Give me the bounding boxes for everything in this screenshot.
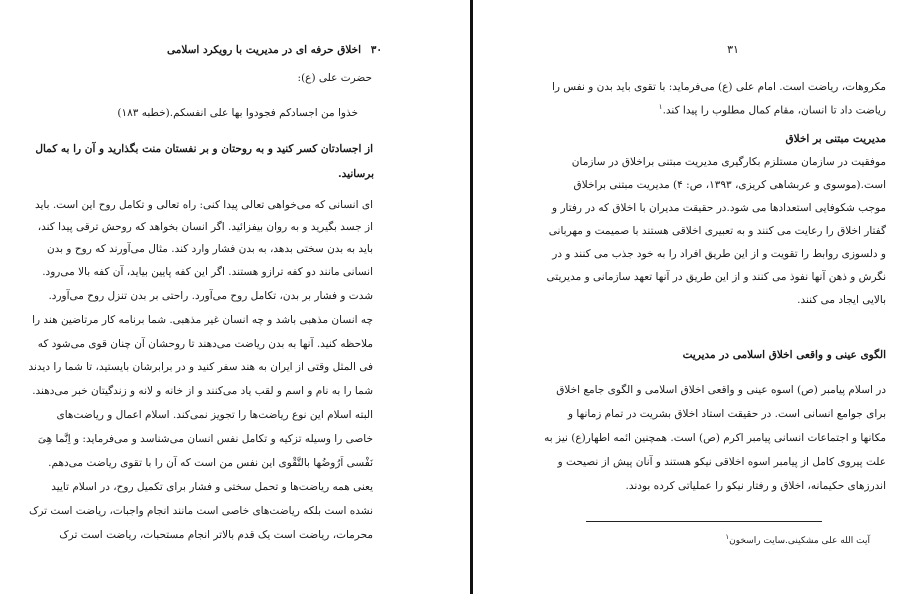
paragraph-line: البته اسلام این نوع ریاضت‌ها را تجویز نمی‌کند. اسلام اعمال و ریاضت‌های — [56, 409, 373, 421]
running-title: اخلاق حرفه ای در مدیریت با رویکرد اسلامی — [166, 44, 362, 56]
paragraph-line: یعنی همه ریاضت‌ها و تحمل سختی و فشار برای تکمیل روح، در اسلام تایید — [51, 481, 373, 493]
right-page — [475, 0, 922, 594]
footnote-separator — [586, 521, 822, 522]
running-header — [166, 44, 382, 58]
paragraph-line: شدت و فشار بر بدن، تکامل روح می‌آورد. راحتی بر بدن تنزل روح می‌آورد. — [48, 290, 373, 302]
paragraph-line: ای انسانی که می‌خواهی تعالی پیدا کنی: راه تعالی و تکامل روح این است. باید — [34, 199, 373, 211]
paragraph-line: نشده است بلکه ریاضت‌های خاصی است مانند انجام واجبات، ریاضت است ترک — [28, 505, 373, 517]
paragraph-line: شما را به نام و اسم و لقب یاد می‌کنند و از خانه و لانه و زندگیتان خبر می‌دهند. — [32, 385, 373, 397]
paragraph-line: موفقیت در سازمان مستلزم بکارگیری مدیریت مبتنی براخلاق در سازمان — [571, 156, 886, 168]
section-heading: الگوی عینی و واقعی اخلاق اسلامی در مدیریت — [682, 349, 886, 361]
section-heading: مدیریت مبتنی بر اخلاق — [785, 133, 886, 145]
paragraph-line: برای جوامع انسانی است. در حقیقت استاد اخلاق بشریت در تمام زمانها و — [568, 408, 886, 420]
paragraph-line: نگرش و ذهن آنها نفوذ می کنند و از این طریق در آنها تعهد سازمانی و مدیریتی — [546, 271, 886, 283]
paragraph-line: موجب شکوفایی استعدادها می شود.در حقیقت مدیران با اخلاق که در رفتار و — [552, 202, 886, 214]
footnote-text: آیت الله علی مشکینی.سایت راسخون — [729, 536, 870, 546]
paragraph-text: ریاضت داد تا انسان، مقام کمال مطلوب را پیدا کند. — [662, 104, 886, 117]
paragraph-line: چه انسان مذهبی باشد و چه انسان غیر مذهبی. شما برنامه کار مرتاضین هند را — [32, 314, 373, 326]
paragraph-line: و دلسوزی روابط را تقویت و از این طریق افراد را به خود جذب می کنند و در — [552, 248, 886, 260]
arabic-quote: خذوا من اجسادكم فجودوا بها علی انفسكم.(خطبه ۱۸۳) — [117, 107, 358, 119]
paragraph-line: مکانها و اجتماعات انسانی پیامبر اکرم (ص) است. همچنین ائمه اطهار(ع) نیز به — [544, 432, 886, 444]
paragraph-line: نَفْسی اَرُوضُها بالتَّقْوی این نفس من است که آن را با تقوی ریاضت می‌دهم. — [48, 457, 373, 469]
paragraph-line: علت پیروی کامل از پیامبر اسوه اخلاقی نیکو هستند و آنان پیش از نصیحت و — [557, 456, 886, 468]
paragraph-line — [658, 103, 886, 117]
paragraph-line: فی المثل وقتی از ایران به هند سفر کنید و در برابرشان بایستید، تا شما را دیدند — [28, 361, 373, 373]
paragraph-line: گفتار اخلاق را رعایت می کنند و به تعبیری اخلاقی هستند با صمیمت و مهربانی — [548, 225, 886, 237]
quote-attribution: حضرت علی (ع): — [297, 72, 372, 84]
page-number: ۳۰ — [370, 44, 382, 56]
paragraph-line: مکروهات، ریاضت است. امام علی (ع) می‌فرماید: با تقوی باید بدن و نفس را — [551, 81, 886, 93]
paragraph-line: بالایی ایجاد می کنند. — [797, 294, 886, 306]
paragraph-line: محرمات، ریاضت است یک قدم بالاتر انجام مستحبات، ریاضت است ترک — [59, 529, 373, 541]
page-number: ۳۱ — [727, 43, 739, 56]
paragraph-line: اندرزهای حکیمانه، اخلاق و رفتار نیکو را عملیاتی کرده بودند. — [625, 480, 886, 492]
paragraph-line: انسانی مانند دو کفه ترازو هستند. اگر این کفه پایین بیاید، آن کفه بالا می‌رود. — [42, 266, 373, 278]
paragraph-line: است.(موسوی و عربشاهی کریزی، ۱۳۹۳، ص: ۴) مدیریت مبتنی براخلاق — [573, 179, 886, 191]
footnote-marker: ۱ — [658, 103, 663, 111]
paragraph-line: خاصی را وسیله تزکیه و تکامل نفس انسان می‌شناسد و می‌فرماید: و اِنَّما هِیَ — [37, 433, 373, 445]
page-gutter-divider — [470, 0, 473, 594]
footnote-number: ۱ — [725, 533, 730, 541]
quote-translation-line: برسانید. — [338, 168, 374, 180]
quote-translation-line: از اجسادتان کسر کنید و به روحتان و بر نفستان منت بگذارید و آن را به کمال — [35, 143, 373, 155]
paragraph-line: ملاحظه کنید. آنها به بدن ریاضت می‌دهند تا روحشان آن چنان قوی می‌شود که — [37, 338, 373, 350]
paragraph-line: از جسد بگیرید و به روان بیفزائید. اگر انسان بخواهد که روحش ترقی پیدا کند، — [37, 221, 373, 233]
paragraph-line: در اسلام پیامبر (ص) اسوه عینی و واقعی اخلاق اسلامی و الگوی جامع اخلاق — [556, 384, 886, 396]
footnote — [680, 533, 870, 546]
paragraph-line: باید به بدن سختی بدهد، به بدن فشار وارد کند. مثال می‌آورند که روح و بدن — [46, 243, 373, 255]
